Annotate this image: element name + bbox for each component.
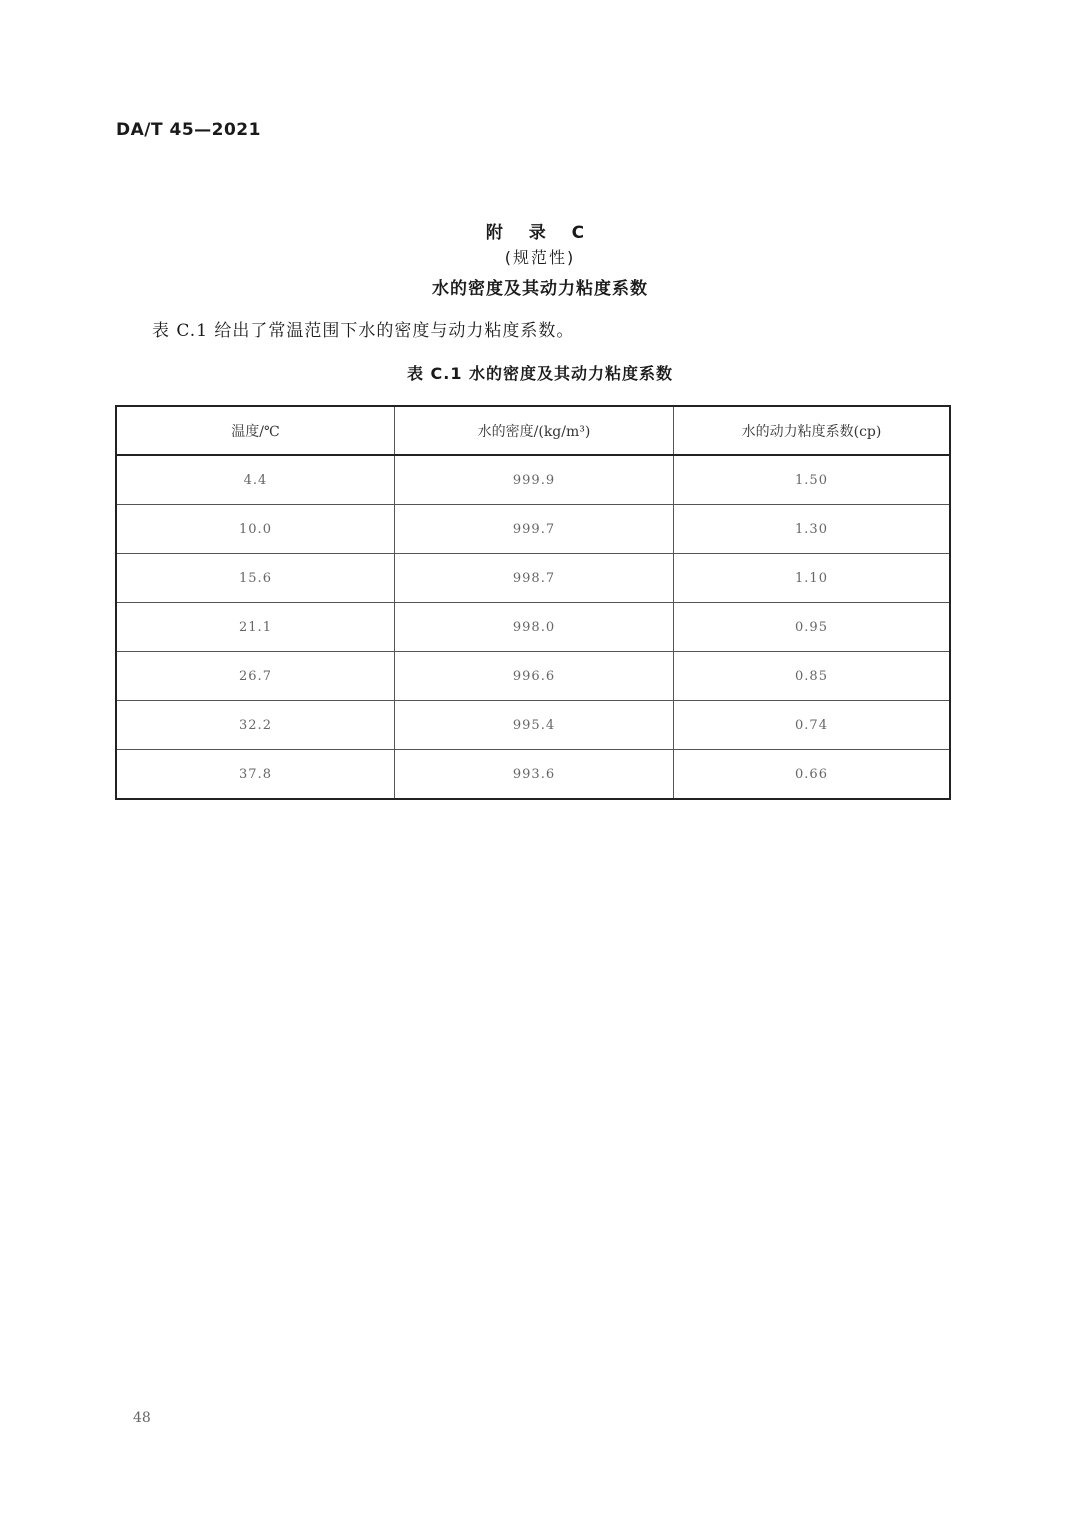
page-number: 48 <box>133 1410 151 1426</box>
table-cell-density: 993.6 <box>395 750 674 800</box>
table-cell-temperature: 32.2 <box>116 701 395 750</box>
column-header-viscosity: 水的动力粘度系数(cp) <box>674 406 951 455</box>
table-cell-density: 995.4 <box>395 701 674 750</box>
table-cell-viscosity: 0.66 <box>674 750 951 800</box>
table-cell-temperature: 10.0 <box>116 505 395 554</box>
table-row <box>116 554 950 603</box>
table-cell-temperature: 15.6 <box>116 554 395 603</box>
intro-paragraph: 表 C.1 给出了常温范围下水的密度与动力粘度系数。 <box>152 321 575 341</box>
table-cell-viscosity: 0.85 <box>674 652 951 701</box>
appendix-heading: 水的密度及其动力粘度系数 <box>432 279 648 299</box>
appendix-title: 附 录 C <box>485 223 595 243</box>
column-header-temperature: 温度/℃ <box>116 406 395 455</box>
table-row <box>116 455 950 505</box>
table-cell-temperature: 4.4 <box>116 455 395 505</box>
table-cell-density: 999.7 <box>395 505 674 554</box>
table-cell-density: 999.9 <box>395 455 674 505</box>
table-cell-temperature: 26.7 <box>116 652 395 701</box>
table-cell-density: 996.6 <box>395 652 674 701</box>
table-row <box>116 603 950 652</box>
table-cell-temperature: 37.8 <box>116 750 395 800</box>
table-cell-density: 998.0 <box>395 603 674 652</box>
table-row <box>116 652 950 701</box>
table-row <box>116 750 950 800</box>
table-cell-viscosity: 0.74 <box>674 701 951 750</box>
table-cell-density: 998.7 <box>395 554 674 603</box>
table-cell-temperature: 21.1 <box>116 603 395 652</box>
document-code: DA/T 45—2021 <box>116 120 261 140</box>
table-caption: 表 C.1 水的密度及其动力粘度系数 <box>406 364 674 383</box>
column-header-density: 水的密度/(kg/m³) <box>395 406 674 455</box>
table-row <box>116 701 950 750</box>
appendix-type: (规范性) <box>504 248 576 267</box>
table-cell-viscosity: 0.95 <box>674 603 951 652</box>
table-cell-viscosity: 1.30 <box>674 505 951 554</box>
table-header-row <box>116 406 950 455</box>
table-cell-viscosity: 1.50 <box>674 455 951 505</box>
water-density-table <box>115 405 951 800</box>
table-row <box>116 505 950 554</box>
table-cell-viscosity: 1.10 <box>674 554 951 603</box>
